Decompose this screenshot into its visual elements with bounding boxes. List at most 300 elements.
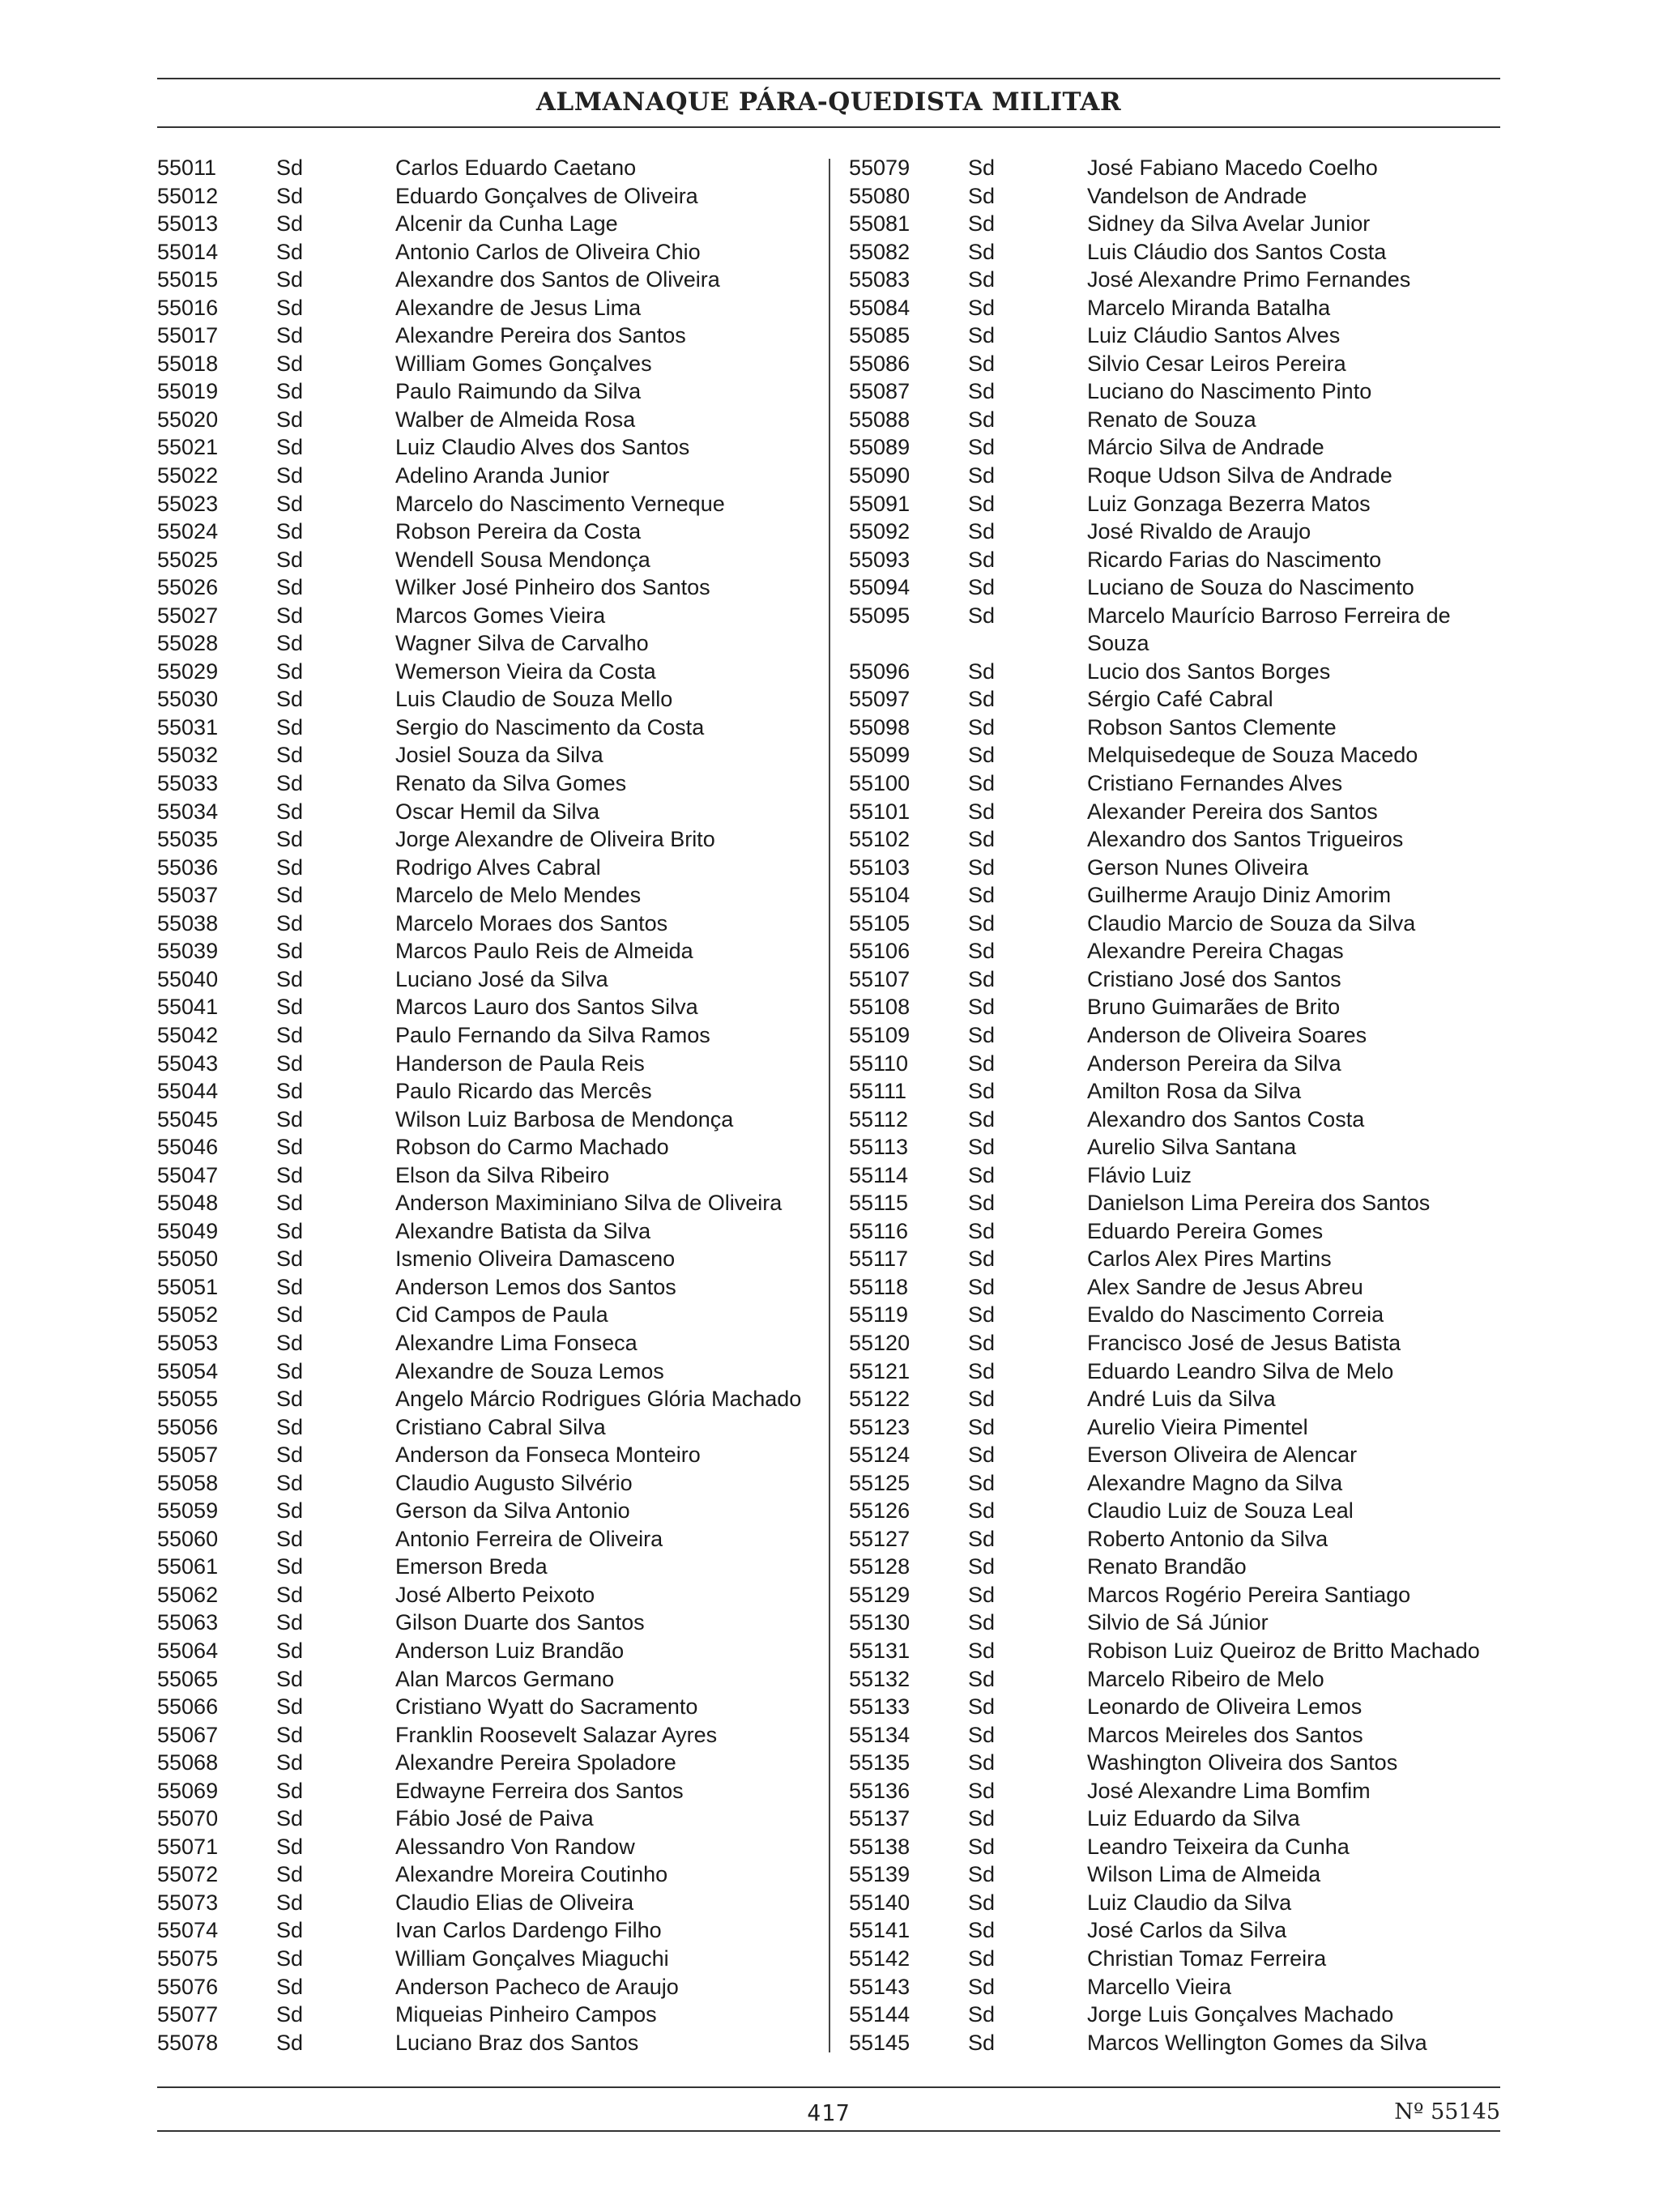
entry-rank: Sd [276,156,304,180]
entry-name: Marcos Lauro dos Santos Silva [395,995,698,1020]
entry-name: Marcelo Moraes dos Santos [395,910,668,936]
entry-number: 55126 [849,1498,911,1524]
entry-name: Christian Tomaz Ferreira [1087,1946,1327,1971]
entry-name: Aurelio Vieira Pimentel [1087,1414,1308,1439]
entry-rank: Sd [968,1638,996,1663]
entry-number: 55014 [157,239,219,264]
entry-name: Franklin Roosevelt Salazar Ayres [395,1722,718,1747]
entry-number: 55104 [849,883,911,908]
entry-name: Roberto Antonio da Silva [1087,1526,1328,1551]
page-reference: Nº 55145 [1394,2099,1500,2125]
entry-number: 55026 [157,575,219,600]
entry-name: Alexandre Lima Fonseca [395,1330,638,1355]
entry-name: Marcos Wellington Gomes da Silva [1087,2030,1427,2055]
entry-rank: Sd [276,1079,304,1104]
entry-number: 55033 [157,771,219,796]
entry-name: Renato Brandão [1087,1554,1247,1579]
entry-rank: Sd [968,1051,996,1076]
entry-name: Marcelo do Nascimento Verneque [395,491,725,516]
entry-number: 55117 [849,1247,909,1272]
entry-name: Robson Santos Clemente [1087,714,1337,739]
entry-name: Rodrigo Alves Cabral [395,855,601,880]
entry-rank: Sd [276,658,304,684]
entry-name: Roque Udson Silva de Andrade [1087,463,1392,488]
entry-rank: Sd [276,1191,304,1216]
entry-rank: Sd [968,2030,996,2055]
entry-name: Luiz Gonzaga Bezerra Matos [1087,491,1371,516]
entry-number: 55043 [157,1051,219,1076]
entry-rank: Sd [276,995,304,1020]
entry-number: 55086 [849,351,911,376]
entry-rank: Sd [276,883,304,908]
entry-name: Ricardo Farias do Nascimento [1087,547,1382,572]
entry-number: 55041 [157,995,219,1020]
entry-number: 55113 [849,1135,909,1160]
entry-name: Cid Campos de Paula [395,1302,608,1328]
entry-rank: Sd [968,575,996,600]
entry-name: José Alexandre Lima Bomfim [1087,1778,1371,1803]
entry-rank: Sd [276,1218,304,1243]
entry-name: Claudio Marcio de Souza da Silva [1087,910,1416,936]
entry-name: Antonio Carlos de Oliveira Chio [395,239,701,264]
entry-number: 55023 [157,491,219,516]
entry-number: 55011 [157,156,217,180]
entry-name: Antonio Ferreira de Oliveira [395,1526,663,1551]
entry-number: 55075 [157,1946,219,1971]
entry-name: Anderson Maximiniano Silva de Oliveira [395,1191,783,1216]
entry-rank: Sd [968,1106,996,1132]
entry-name: Luiz Claudio da Silva [1087,1890,1292,1915]
entry-rank: Sd [968,295,996,320]
entry-name: Lucio dos Santos Borges [1087,658,1331,684]
entry-name: Paulo Fernando da Silva Ramos [395,1022,710,1047]
entry-number: 55037 [157,883,219,908]
entry-name: William Gomes Gonçalves [395,351,652,376]
entry-number: 55016 [157,295,219,320]
entry-rank: Sd [968,267,996,292]
entry-rank: Sd [968,1302,996,1328]
entry-rank: Sd [276,687,304,712]
entry-name: Wilson Luiz Barbosa de Mendonça [395,1106,734,1132]
entry-name: Renato de Souza [1087,407,1256,432]
entry-name: Marcelo de Melo Mendes [395,883,642,908]
entry-name: Leandro Teixeira da Cunha [1087,1834,1350,1859]
entry-number: 55082 [849,239,911,264]
header-bottom-rule [157,126,1500,128]
entry-rank: Sd [968,239,996,264]
entry-rank: Sd [276,1022,304,1047]
entry-rank: Sd [968,910,996,936]
entry-rank: Sd [276,1778,304,1803]
entry-number: 55108 [849,995,911,1020]
entry-rank: Sd [276,2030,304,2055]
entry-name: Emerson Breda [395,1554,548,1579]
entry-name: Alexandre Batista da Silva [395,1218,651,1243]
entry-number: 55090 [849,463,911,488]
entry-number: 55138 [849,1834,911,1859]
entry-name: Ivan Carlos Dardengo Filho [395,1918,662,1943]
entry-name: Francisco José de Jesus Batista [1087,1330,1401,1355]
entry-number: 55145 [849,2030,911,2055]
entry-name: Handerson de Paula Reis [395,1051,645,1076]
entry-name: Anderson Pereira da Silva [1087,1051,1341,1076]
entry-name: Alexandro dos Santos Trigueiros [1087,827,1404,852]
entry-rank: Sd [276,267,304,292]
entry-number: 55083 [849,267,911,292]
entry-number: 55102 [849,827,911,852]
entry-name: Alexandre de Souza Lemos [395,1358,664,1383]
entry-number: 55123 [849,1414,911,1439]
entry-rank: Sd [276,1946,304,1971]
entry-name: Gilson Duarte dos Santos [395,1610,645,1635]
entry-rank: Sd [968,966,996,991]
page-number: 417 [807,2099,851,2126]
entry-name: Marcelo Maurício Barroso Ferreira de Souza [1087,603,1451,656]
entry-rank: Sd [968,1387,996,1412]
entry-number: 55118 [849,1274,909,1299]
entry-rank: Sd [968,603,996,628]
entry-number: 55022 [157,463,219,488]
entry-name: Evaldo do Nascimento Correia [1087,1302,1384,1328]
entry-rank: Sd [968,1470,996,1495]
entry-rank: Sd [276,1694,304,1720]
entry-name: André Luis da Silva [1087,1387,1276,1412]
entry-rank: Sd [276,519,304,544]
entry-rank: Sd [276,407,304,432]
entry-rank: Sd [968,1918,996,1943]
entry-number: 55127 [849,1526,911,1551]
entry-number: 55112 [849,1106,909,1132]
entry-number: 55070 [157,1806,219,1831]
entry-rank: Sd [968,1946,996,1971]
entry-number: 55019 [157,379,219,404]
entry-name: Anderson Luiz Brandão [395,1638,625,1663]
entry-name: Márcio Silva de Andrade [1087,435,1324,460]
entry-number: 55136 [849,1778,911,1803]
entry-rank: Sd [276,631,304,656]
entry-rank: Sd [968,1191,996,1216]
entry-number: 55103 [849,855,911,880]
entry-name: Bruno Guimarães de Brito [1087,995,1341,1020]
entry-rank: Sd [276,575,304,600]
entry-number: 55017 [157,323,219,348]
entry-rank: Sd [276,1135,304,1160]
entry-number: 55059 [157,1498,219,1524]
entry-number: 55060 [157,1526,219,1551]
entry-rank: Sd [276,1387,304,1412]
entry-rank: Sd [968,1778,996,1803]
entry-name: Alexander Pereira dos Santos [1087,799,1378,824]
entry-name: Anderson Lemos dos Santos [395,1274,676,1299]
entry-name: José Alberto Peixoto [395,1582,595,1607]
entry-number: 55038 [157,910,219,936]
entry-name: Jorge Alexandre de Oliveira Brito [395,827,715,852]
entry-name: Josiel Souza da Silva [395,743,603,768]
entry-name: Walber de Almeida Rosa [395,407,636,432]
entry-number: 55028 [157,631,219,656]
entry-rank: Sd [276,743,304,768]
entry-number: 55124 [849,1443,911,1468]
entry-number: 55139 [849,1862,911,1887]
entry-name: Cristiano José dos Santos [1087,966,1341,991]
entry-rank: Sd [968,771,996,796]
footer-top-rule [157,2086,1500,2088]
entry-number: 55067 [157,1722,219,1747]
entry-name: Aurelio Silva Santana [1087,1135,1297,1160]
footer-bottom-rule [157,2130,1500,2132]
entry-number: 55073 [157,1890,219,1915]
entry-name: Jorge Luis Gonçalves Machado [1087,2002,1394,2027]
entry-number: 55110 [849,1051,909,1076]
entry-name: Marcos Rogério Pereira Santiago [1087,1582,1411,1607]
entry-number: 55094 [849,575,911,600]
entry-name: Alex Sandre de Jesus Abreu [1087,1274,1363,1299]
entry-name: Marcello Vieira [1087,1974,1232,1999]
entry-name: Marcelo Miranda Batalha [1087,295,1331,320]
entry-name: Amilton Rosa da Silva [1087,1079,1302,1104]
entry-number: 55093 [849,547,911,572]
entry-number: 55056 [157,1414,219,1439]
entry-name: Oscar Hemil da Silva [395,799,600,824]
entry-rank: Sd [276,1162,304,1187]
entry-rank: Sd [276,1974,304,1999]
entry-number: 55012 [157,183,219,208]
entry-rank: Sd [968,435,996,460]
entry-number: 55088 [849,407,911,432]
entry-rank: Sd [968,799,996,824]
entry-name: Marcos Gomes Vieira [395,603,606,628]
entry-number: 55013 [157,211,219,237]
entry-rank: Sd [276,603,304,628]
entry-name: Alan Marcos Germano [395,1666,615,1691]
entry-number: 55034 [157,799,219,824]
entry-name: Sergio do Nascimento da Costa [395,714,705,739]
entry-number: 55047 [157,1162,219,1187]
entry-rank: Sd [968,1079,996,1104]
entry-rank: Sd [276,799,304,824]
entry-number: 55063 [157,1610,219,1635]
entry-name: Luiz Claudio Alves dos Santos [395,435,690,460]
entry-name: Luciano de Souza do Nascimento [1087,575,1414,600]
entry-rank: Sd [968,1974,996,1999]
entry-name: Silvio Cesar Leiros Pereira [1087,351,1346,376]
entry-number: 55080 [849,183,911,208]
entry-rank: Sd [968,156,996,180]
entry-name: Wilson Lima de Almeida [1087,1862,1321,1887]
entry-rank: Sd [968,183,996,208]
entry-name: José Fabiano Macedo Coelho [1087,156,1378,180]
entry-number: 55132 [849,1666,911,1691]
entry-rank: Sd [276,1834,304,1859]
entry-name: Claudio Luiz de Souza Leal [1087,1498,1354,1524]
entry-rank: Sd [276,1470,304,1495]
entry-number: 55079 [849,156,911,180]
entry-number: 55140 [849,1890,911,1915]
entry-number: 55074 [157,1918,219,1943]
entry-number: 55029 [157,658,219,684]
entry-number: 55078 [157,2030,219,2055]
entry-rank: Sd [968,1554,996,1579]
entry-number: 55141 [849,1918,911,1943]
entry-number: 55133 [849,1694,911,1720]
entry-rank: Sd [968,2002,996,2027]
entry-number: 55111 [849,1079,907,1104]
entry-rank: Sd [276,1443,304,1468]
entry-number: 55027 [157,603,219,628]
entry-name: Flávio Luiz [1087,1162,1192,1187]
entry-rank: Sd [968,1414,996,1439]
entry-number: 55119 [849,1302,909,1328]
entry-number: 55100 [849,771,911,796]
entry-number: 55107 [849,966,911,991]
column-divider [829,159,830,2052]
entry-number: 55101 [849,799,911,824]
entry-rank: Sd [276,435,304,460]
entry-name: Renato da Silva Gomes [395,771,627,796]
entry-name: Wemerson Vieira da Costa [395,658,656,684]
entry-name: Guilherme Araujo Diniz Amorim [1087,883,1392,908]
entry-number: 55036 [157,855,219,880]
entry-rank: Sd [968,1443,996,1468]
entry-number: 55044 [157,1079,219,1104]
entry-name: Danielson Lima Pereira dos Santos [1087,1191,1431,1216]
entry-name: José Carlos da Silva [1087,1918,1287,1943]
entry-name: Luciano José da Silva [395,966,608,991]
entry-number: 55045 [157,1106,219,1132]
entry-number: 55144 [849,2002,911,2027]
entry-rank: Sd [968,1135,996,1160]
entry-number: 55098 [849,714,911,739]
entry-rank: Sd [276,379,304,404]
entry-rank: Sd [968,379,996,404]
entry-number: 55015 [157,267,219,292]
entry-name: Eduardo Leandro Silva de Melo [1087,1358,1394,1383]
entry-number: 55143 [849,1974,911,1999]
entry-number: 55061 [157,1554,219,1579]
entry-rank: Sd [276,1582,304,1607]
entry-name: Paulo Raimundo da Silva [395,379,642,404]
entry-number: 55049 [157,1218,219,1243]
entry-number: 55130 [849,1610,911,1635]
page-title: ALMANAQUE PÁRA-QUEDISTA MILITAR [535,87,1122,117]
entry-number: 55055 [157,1387,219,1412]
entry-name: Robson do Carmo Machado [395,1135,669,1160]
entry-number: 55137 [849,1806,911,1831]
entry-rank: Sd [968,1162,996,1187]
entry-number: 55096 [849,658,911,684]
entry-rank: Sd [968,883,996,908]
entry-name: Marcos Meireles dos Santos [1087,1722,1363,1747]
entry-rank: Sd [276,1526,304,1551]
entry-number: 55024 [157,519,219,544]
entry-rank: Sd [276,239,304,264]
entry-number: 55095 [849,603,911,628]
entry-rank: Sd [276,1890,304,1915]
entry-rank: Sd [968,323,996,348]
entry-rank: Sd [968,1862,996,1887]
entry-name: Gerson Nunes Oliveira [1087,855,1309,880]
entry-rank: Sd [276,1666,304,1691]
entry-name: Marcelo Ribeiro de Melo [1087,1666,1324,1691]
entry-rank: Sd [968,855,996,880]
entry-number: 55121 [849,1358,911,1383]
entry-rank: Sd [968,1890,996,1915]
entry-rank: Sd [968,1610,996,1635]
entry-number: 55089 [849,435,911,460]
entry-rank: Sd [968,1750,996,1775]
entry-number: 55053 [157,1330,219,1355]
entry-rank: Sd [968,1526,996,1551]
entry-number: 55031 [157,714,219,739]
entry-rank: Sd [276,714,304,739]
entry-number: 55129 [849,1582,911,1607]
entry-name: Alexandro dos Santos Costa [1087,1106,1365,1132]
entry-rank: Sd [276,966,304,991]
entry-rank: Sd [276,1414,304,1439]
entry-rank: Sd [968,714,996,739]
entry-rank: Sd [276,827,304,852]
entry-rank: Sd [276,939,304,964]
entry-name: Eduardo Gonçalves de Oliveira [395,183,698,208]
entry-number: 55084 [849,295,911,320]
entry-name: Alcenir da Cunha Lage [395,211,618,237]
entry-number: 55142 [849,1946,911,1971]
entry-rank: Sd [968,1330,996,1355]
entry-name: Alexandre Magno da Silva [1087,1470,1343,1495]
entry-rank: Sd [276,211,304,237]
header-top-rule [157,78,1500,79]
entry-rank: Sd [968,1806,996,1831]
entry-number: 55051 [157,1274,219,1299]
entry-rank: Sd [276,295,304,320]
entry-name: Wilker José Pinheiro dos Santos [395,575,710,600]
entry-number: 55072 [157,1862,219,1887]
entry-number: 55081 [849,211,911,237]
entry-name: Sérgio Café Cabral [1087,687,1273,712]
entry-name: Elson da Silva Ribeiro [395,1162,610,1187]
entry-rank: Sd [968,1218,996,1243]
entry-name: Luciano Braz dos Santos [395,2030,639,2055]
entry-name: Anderson da Fonseca Monteiro [395,1443,701,1468]
entry-name: Carlos Eduardo Caetano [395,156,637,180]
entry-rank: Sd [276,1358,304,1383]
entry-rank: Sd [276,323,304,348]
entry-name: Anderson Pacheco de Araujo [395,1974,679,1999]
entry-name: Paulo Ricardo das Mercês [395,1079,652,1104]
entry-rank: Sd [968,519,996,544]
entry-number: 55077 [157,2002,219,2027]
entry-number: 55032 [157,743,219,768]
entry-number: 55065 [157,1666,219,1691]
entry-name: Alessandro Von Randow [395,1834,635,1859]
entry-name: Alexandre de Jesus Lima [395,295,642,320]
entry-name: Silvio de Sá Júnior [1087,1610,1269,1635]
entry-rank: Sd [968,1358,996,1383]
entry-number: 55135 [849,1750,911,1775]
entry-rank: Sd [276,463,304,488]
entry-number: 55109 [849,1022,911,1047]
entry-name: Adelino Aranda Junior [395,463,610,488]
entry-number: 55091 [849,491,911,516]
entry-rank: Sd [968,547,996,572]
entry-rank: Sd [276,1247,304,1272]
entry-name: Luis Cláudio dos Santos Costa [1087,239,1387,264]
entry-rank: Sd [968,407,996,432]
entry-number: 55085 [849,323,911,348]
entry-number: 55114 [849,1162,909,1187]
entry-number: 55128 [849,1554,911,1579]
entry-name: Claudio Augusto Silvério [395,1470,633,1495]
